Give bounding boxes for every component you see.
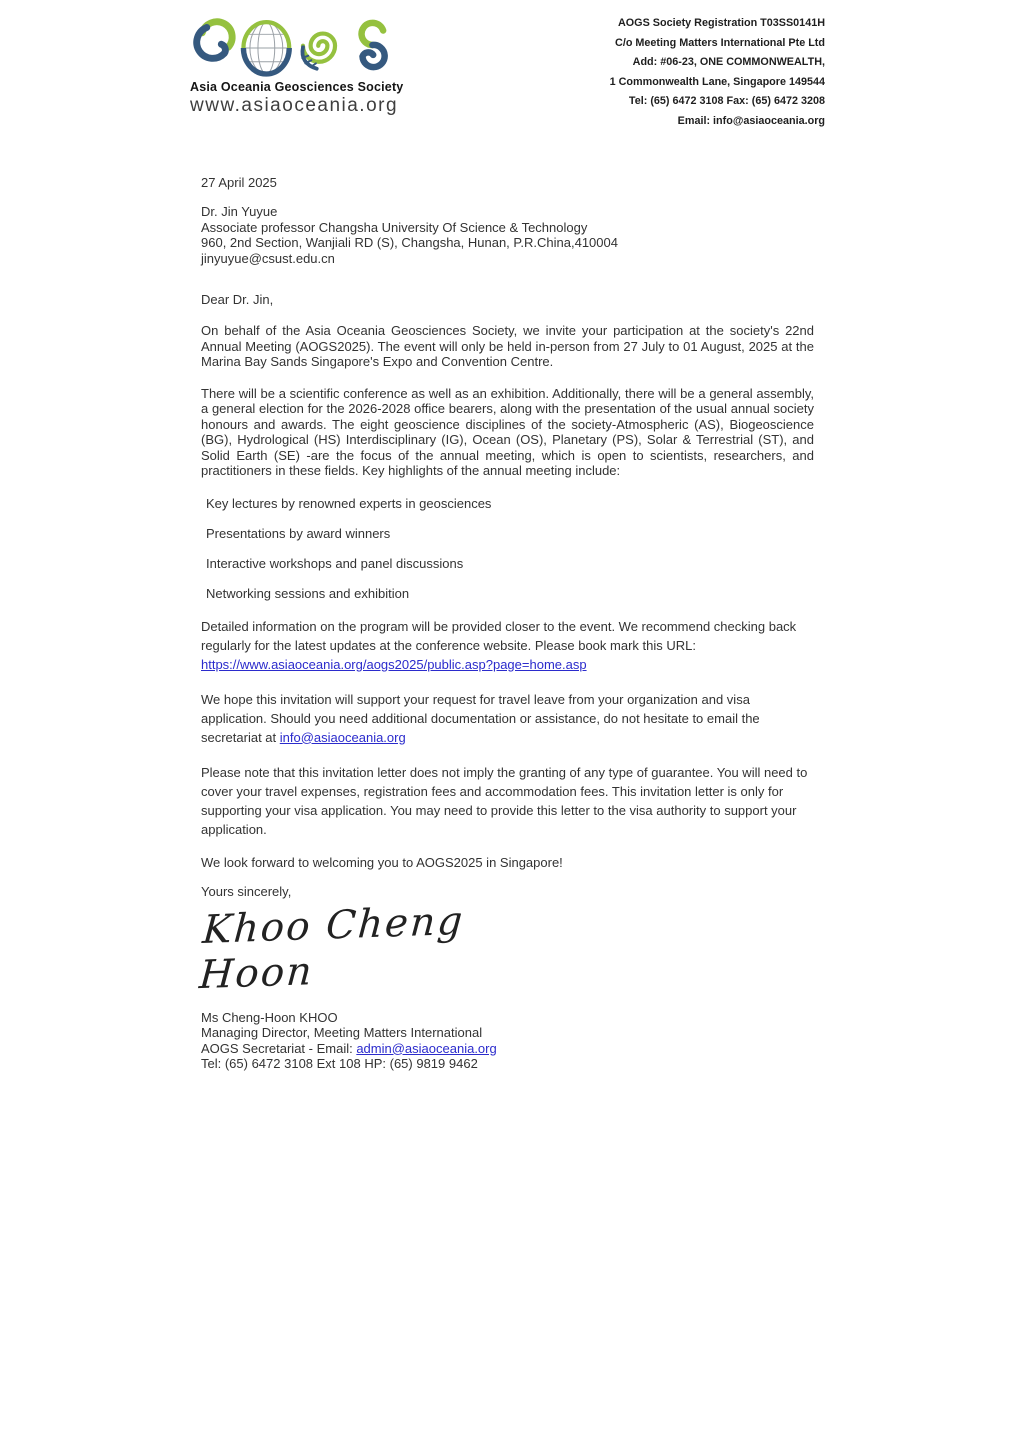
para-visa-text: We hope this invitation will support your request for travel leave from your organization and visa application. Should you need additional documentation or assistance, do not hesitate to email the secretariat at bbox=[201, 691, 760, 745]
letterhead-line: Add: #06-23, ONE COMMONWEALTH, bbox=[632, 56, 825, 68]
recipient-affiliation: Associate professor Changsha University Of Science & Technology bbox=[201, 219, 588, 235]
closing-line: We look forward to welcoming you to AOGS2025 in Singapore! bbox=[201, 854, 563, 870]
letterhead-line: Email: info@asiaoceania.org bbox=[677, 114, 825, 127]
signatory-name: Ms Cheng-Hoon KHOO bbox=[201, 1009, 338, 1025]
para-invitation: On behalf of the Asia Oceania Geosciences Society, we invite your participation at the society's 22nd Annual Meeting (AOGS2025). The event will only be held in-person from 27 July to 01 August, 2025 at the Marina Bay Sands Singapore's Expo and Convention Centre. bbox=[201, 323, 814, 369]
highlight-item: Networking sessions and exhibition bbox=[206, 585, 410, 601]
highlight-item: Key lectures by renowned experts in geosciences bbox=[206, 495, 492, 511]
logo-globe-icon bbox=[243, 22, 289, 74]
para-disclaimer: Please note that this invitation letter does not imply the granting of any type of guarantee. You will need to cover your travel expenses, registration fees and accommodation fees. This invitation letter is only for supporting your visa application. You may need to provide this letter to the visa authority to support your application. bbox=[201, 764, 808, 837]
recipient-block bbox=[201, 204, 814, 266]
letterhead-line: Tel: (65) 6472 3108 Fax: (65) 6472 3208 bbox=[628, 95, 825, 107]
recipient-address: 960, 2nd Section, Wanjiali RD (S), Changsha, Hunan, P.R.China,410004 bbox=[201, 235, 618, 250]
secretariat-label: AOGS Secretariat - Email: bbox=[201, 1040, 357, 1056]
logo-letter-s-icon bbox=[362, 23, 385, 67]
aogs-logo-icon bbox=[190, 12, 405, 78]
para-visa-support bbox=[201, 690, 814, 747]
org-name: Asia Oceania Geosciences Society bbox=[190, 80, 404, 94]
para-website bbox=[201, 617, 814, 674]
signatory-tel: Tel: (65) 6472 3108 Ext 108 HP: (65) 9819 9462 bbox=[201, 1056, 478, 1071]
letterhead-line: 1 Commonwealth Lane, Singapore 149544 bbox=[609, 75, 825, 88]
handwritten-signature: Khoo Cheng Hoon bbox=[197, 898, 466, 998]
admin-email-link[interactable]: admin@asiaoceania.org bbox=[356, 1040, 497, 1056]
logo-spiral-icon bbox=[302, 34, 335, 69]
letter-body bbox=[0, 175, 1024, 1072]
aogs-logo bbox=[190, 12, 405, 117]
letterhead-line: C/o Meeting Matters International Pte Ltd bbox=[615, 36, 825, 49]
secretariat-email-link[interactable]: info@asiaoceania.org bbox=[279, 729, 406, 745]
recipient-name: Dr. Jin Yuyue bbox=[201, 204, 278, 219]
letterhead-row bbox=[0, 0, 1024, 131]
highlight-item: Presentations by award winners bbox=[206, 525, 391, 541]
signatory-email-line bbox=[201, 1041, 814, 1057]
signatory-block bbox=[201, 1010, 814, 1072]
valediction: Yours sincerely, bbox=[201, 884, 292, 899]
letterhead-line: AOGS Society Registration T03SS0141H bbox=[617, 17, 825, 29]
highlight-item: Interactive workshops and panel discussions bbox=[206, 555, 464, 571]
logo-letter-a-icon bbox=[197, 22, 232, 59]
conference-url-link[interactable]: https://www.asiaoceania.org/aogs2025/public.asp?page=home.asp bbox=[201, 656, 587, 672]
salutation: Dear Dr. Jin, bbox=[201, 292, 274, 307]
org-website: www.asiaoceania.org bbox=[190, 95, 399, 116]
para-website-text: Detailed information on the program will be provided closer to the event. We recommend checking back regularly for the latest updates at the conference website. Please book mark this URL: bbox=[201, 618, 797, 653]
letter-date: 27 April 2025 bbox=[201, 175, 277, 190]
signatory-title: Managing Director, Meeting Matters International bbox=[201, 1025, 483, 1040]
letterhead-contact bbox=[610, 12, 825, 131]
highlights-list bbox=[201, 497, 814, 601]
para-program-overview: There will be a scientific conference as well as an exhibition. Additionally, there will be a general assembly, a general election for the 2026-2028 office bearers, along with the presentation of the usual annual society honours and awards. The eight geoscience disciplines of the society-Atmospheric (AS), Biogeoscience (BG), Hydrological (HS) Interdisciplinary (IG), Ocean (OS), Planetary (PS), Solar & Terrestrial (ST), and Solid Earth (SE) -are the focus of the annual meeting, which is open to scientists, researchers, and practitioners in these fields. Key highlights of the annual meeting include: bbox=[201, 385, 814, 478]
recipient-email: jinyuyue@csust.edu.cn bbox=[201, 250, 335, 266]
